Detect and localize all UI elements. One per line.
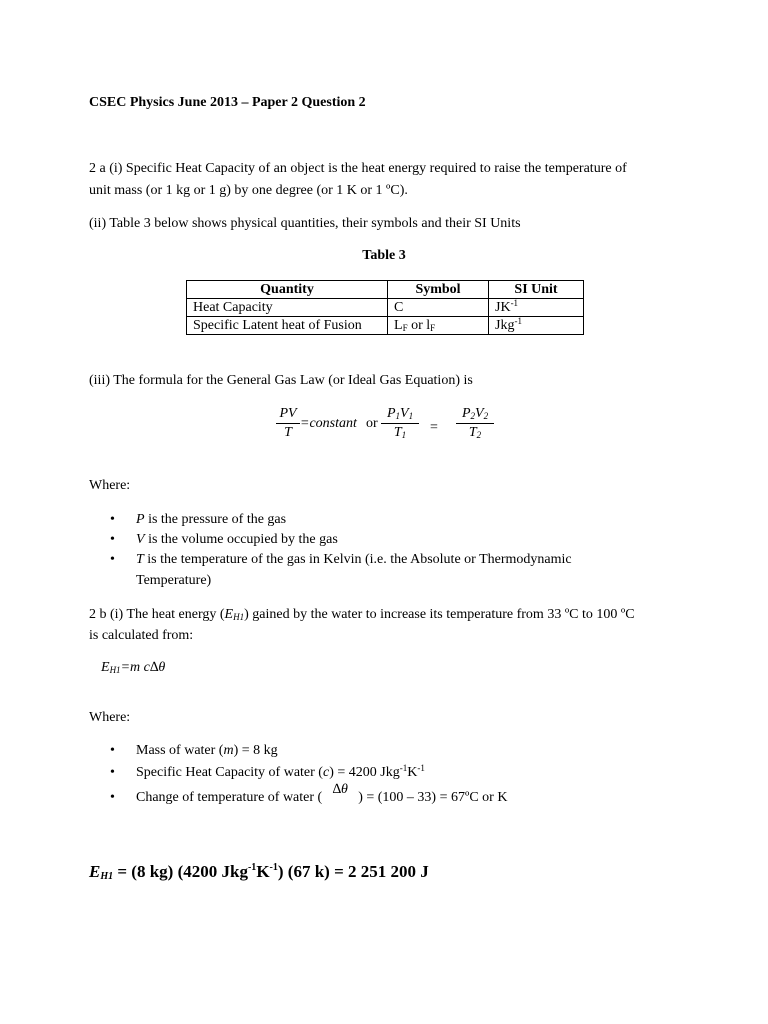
unit-exponent: -1 xyxy=(514,316,522,326)
heat-energy-equation: $E_{H1}=m$ c∆θ xyxy=(101,660,166,675)
fraction-bar xyxy=(456,423,494,424)
list-item-text: V is the volume occupied by the gas xyxy=(136,532,338,547)
bullet-icon: • xyxy=(110,512,115,527)
part-a-ii: (ii) Table 3 below shows physical quantities, their symbols and their SI Units xyxy=(89,216,521,231)
formula-numerator: $P_2V_2$ xyxy=(461,406,489,421)
table-header-quantity: Quantity xyxy=(187,281,388,299)
table-cell-quantity: Heat Capacity xyxy=(187,299,388,317)
symbol-or: or xyxy=(411,318,423,333)
formula-fraction-pv-over-t xyxy=(276,406,300,441)
formula-numerator: $P_1V_1$ xyxy=(386,406,414,421)
formula-denominator: $T_1$ xyxy=(393,425,407,440)
bullet-icon: • xyxy=(110,532,115,547)
table-header-row xyxy=(187,281,584,299)
final-result-equation: $E_{H1} = (8$ kg) (4200 $Jkg^{-1}K^{-1}$) (67 k) = 2 251 200 J xyxy=(89,862,429,882)
bullet-icon: • xyxy=(110,790,115,805)
symbol-main: L xyxy=(394,318,403,333)
table-cell-quantity: Specific Latent heat of Fusion xyxy=(187,317,388,335)
symbol-alt: l xyxy=(426,318,431,333)
list-item-text: Change of temperature of water (∆θ) = (100 – 33) = 67ºC or K xyxy=(136,782,508,805)
formula-denominator: $T_2$ xyxy=(468,425,482,440)
table-header-symbol: Symbol xyxy=(388,281,489,299)
symbol-alt-sub: F xyxy=(430,323,436,333)
symbol-sub: F xyxy=(402,323,408,333)
bullet-icon: • xyxy=(110,765,115,780)
formula-fraction-p2v2-over-t2 xyxy=(456,406,494,441)
where-label: Where: xyxy=(89,478,131,493)
formula-denominator: T xyxy=(284,425,292,440)
table-caption: Table 3 xyxy=(362,248,406,263)
table-cell-unit xyxy=(489,317,584,335)
list-item-text: T is the temperature of the gas in Kelvin (i.e. the Absolute or Thermodynamic xyxy=(136,552,572,567)
table-cell-symbol: C xyxy=(388,299,489,317)
fraction-bar xyxy=(276,423,300,424)
formula-or: or xyxy=(366,416,378,431)
bullet-icon: • xyxy=(110,552,115,567)
formula-numerator: PV xyxy=(279,406,297,421)
table-row xyxy=(187,299,584,317)
table-3 xyxy=(186,280,584,335)
list-item-text: P is the pressure of the gas xyxy=(136,512,287,527)
table-header-si-unit: SI Unit xyxy=(489,281,584,299)
unit-exponent: -1 xyxy=(510,298,519,308)
part-a-i-line1: 2 a (i) Specific Heat Capacity of an object is the heat energy required to raise the temperature of xyxy=(89,161,627,176)
part-b-i-line1: 2 b (i) The heat energy $(E_{H1})$ gained by the water to increase its temperature from 33 ºC to 100 ºC xyxy=(89,607,635,622)
list-item-text: Specific Heat Capacity of water (c) = 4200 $Jkg^{-1}K^{-1}$ xyxy=(136,763,425,780)
document-title: CSEC Physics June 2013 – Paper 2 Question 2 xyxy=(89,95,366,110)
bullet-icon: • xyxy=(110,743,115,758)
list-item-text: Mass of water (m) = 8 kg xyxy=(136,743,278,758)
where-label-2: Where: xyxy=(89,710,131,725)
part-a-iii: (iii) The formula for the General Gas Law (or Ideal Gas Equation) is xyxy=(89,373,473,388)
formula-constant: =constant xyxy=(300,416,357,431)
formula-fraction-p1v1-over-t1 xyxy=(381,406,419,441)
list-item-continuation: Temperature) xyxy=(136,573,212,588)
table-cell-unit xyxy=(489,299,584,317)
fraction-bar xyxy=(381,423,419,424)
unit-base: Jkg xyxy=(495,318,515,333)
part-b-i-line2: is calculated from: xyxy=(89,628,194,643)
unit-base: JK xyxy=(495,300,511,315)
part-a-i-line2: unit mass (or 1 kg or 1 g) by one degree (or 1 K or 1 ºC). xyxy=(89,183,408,198)
formula-equals: = xyxy=(430,420,438,435)
table-row xyxy=(187,317,584,335)
table-cell-symbol xyxy=(388,317,489,335)
